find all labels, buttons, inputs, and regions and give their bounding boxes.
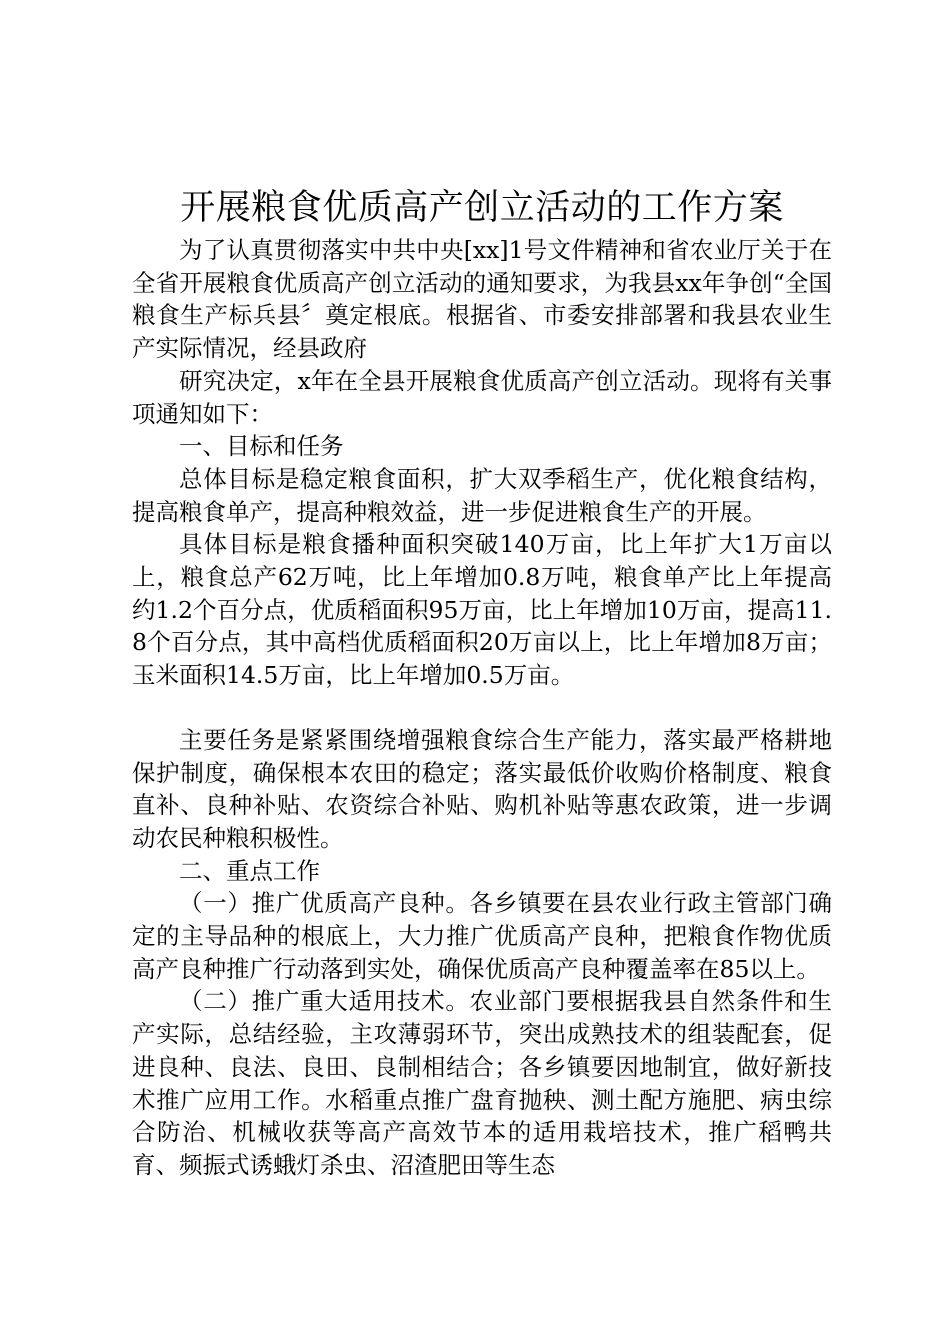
paragraph-decision: 研究决定，x年在全县开展粮食优质高产创立活动。现将有关事项通知如下： (132, 366, 832, 428)
paragraph-key-work-2: （二）推广重大适用技术。农业部门要根据我县自然条件和生产实际，总结经验，主攻薄弱环节，突出成熟技术的组装配套，促进良种、良法、良田、良制相结合；各乡镇要因地制宜，做好新技术推广应用工作。水稻重点推广盘育抛秧、测土配方施肥、病虫综合防治、机械收获等高产高效节本的适用栽培技术，推广稻鸭共育、频振式诱蛾灯杀虫、沼渣肥田等生态 (132, 987, 832, 1179)
section-heading-goals: 一、目标和任务 (179, 432, 344, 461)
document-title: 开展粮食优质高产创立活动的工作方案 (180, 188, 784, 228)
paragraph-specific-goal: 具体目标是粮食播种面积突破140万亩，比上年扩大1万亩以上，粮食总产62万吨，比上年增加0.8万吨，粮食单产比上年提高约1.2个百分点，优质稻面积95万亩，比上年增加10万亩，提高11.8个百分点，其中高档优质稻面积20万亩以上，比上年增加8万亩；玉米面积14.5万亩，比上年增加0.5万亩。 (132, 530, 832, 690)
section-heading-key-work: 二、重点工作 (179, 856, 320, 885)
paragraph-key-work-1: （一）推广优质高产良种。各乡镇要在县农业行政主管部门确定的主导品种的根底上，大力推广优质高产良种，把粮食作物优质高产良种推广行动落到实处，确保优质高产良种覆盖率在85以上。 (132, 889, 832, 983)
paragraph-intro: 为了认真贯彻落实中共中央[xx]1号文件精神和省农业厅关于在全省开展粮食优质高产创立活动的通知要求，为我县xx年争创“全国粮食生产标兵县〞奠定根底。根据省、市委安排部署和我县农业生产实际情况，经县政府 (132, 236, 832, 363)
document-page (132, 182, 832, 1182)
paragraph-gap (132, 692, 832, 724)
paragraph-main-tasks: 主要任务是紧紧围绕增强粮食综合生产能力，落实最严格耕地保护制度，确保根本农田的稳定；落实最低价收购价格制度、粮食直补、良种补贴、农资综合补贴、购机补贴等惠农政策，进一步调动农民种粮积极性。 (132, 725, 832, 852)
paragraph-overall-goal: 总体目标是稳定粮食面积，扩大双季稻生产，优化粮食结构，提高粮食单产，提高种粮效益，进一步促进粮食生产的开展。 (132, 464, 832, 526)
